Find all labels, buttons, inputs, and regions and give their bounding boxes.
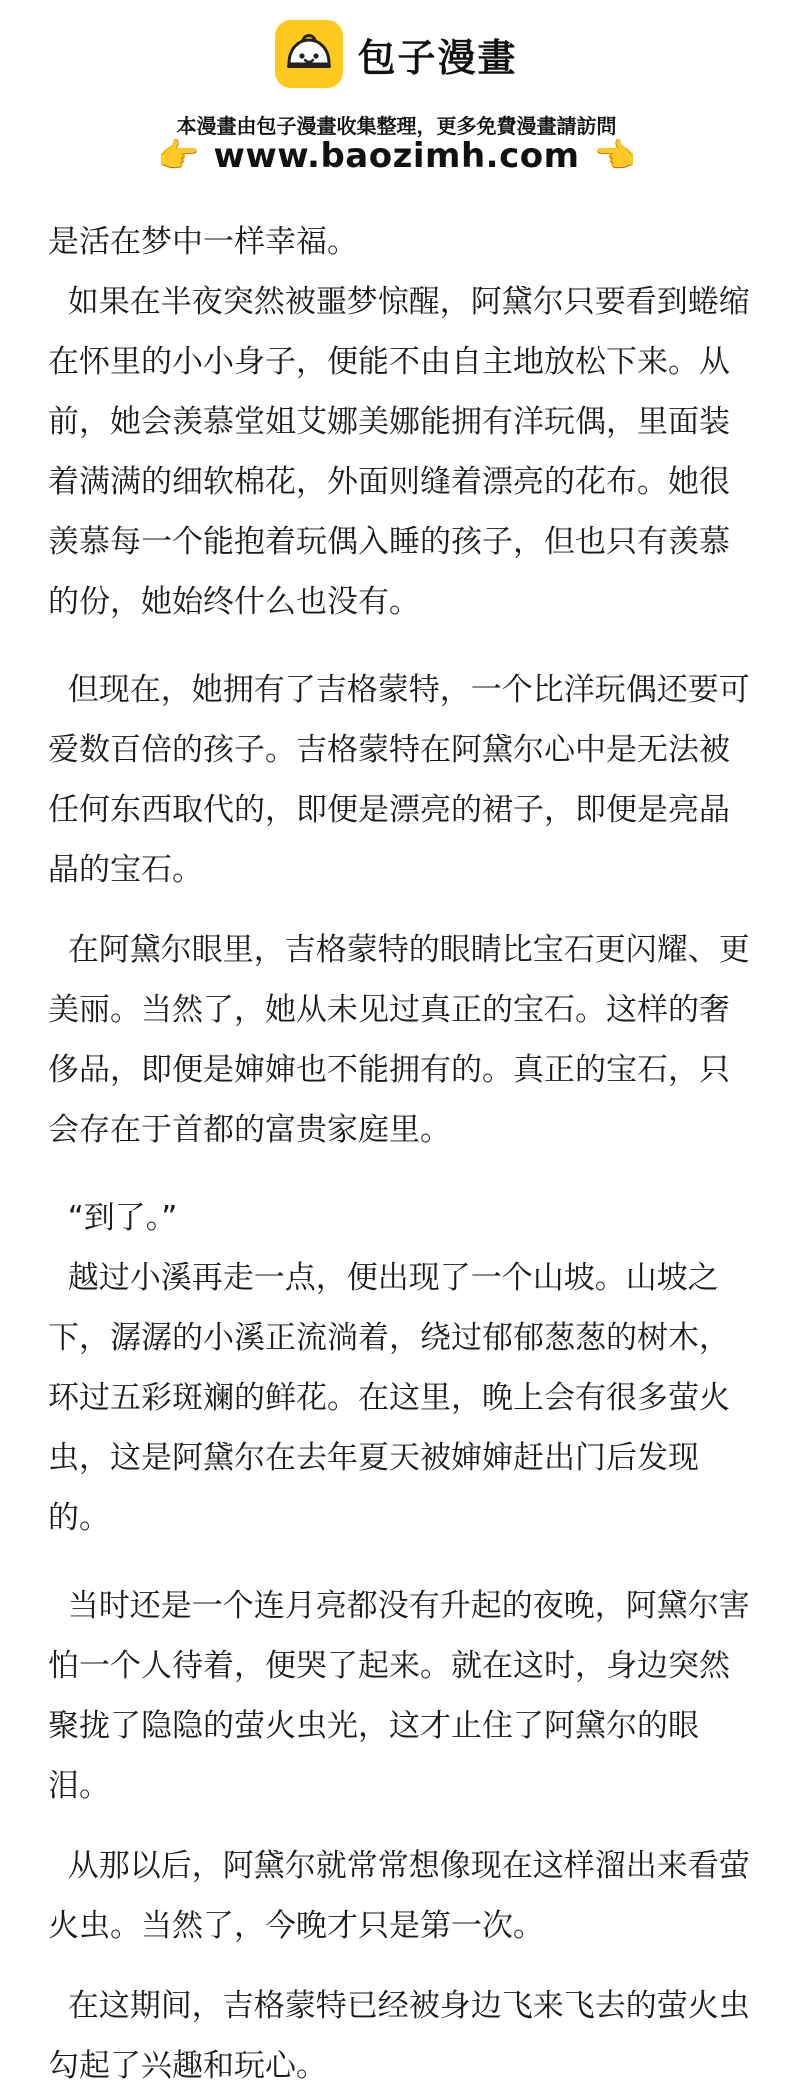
site-name: 包子漫畫 bbox=[357, 35, 518, 80]
paragraph: 当时还是一个连月亮都没有升起的夜晚，阿黛尔害怕一个人待着，便哭了起来。就在这时，身边突然聚拢了隐隐的萤火虫光，这才止住了阿黛尔的眼泪。 bbox=[48, 1588, 750, 1804]
paragraph: 在这期间，吉格蒙特已经被身边飞来飞去的萤火虫勾起了兴趣和玩心。 bbox=[48, 1988, 750, 2084]
logo-row[interactable] bbox=[0, 20, 793, 88]
url-row[interactable] bbox=[0, 136, 793, 176]
paragraph: 在阿黛尔眼里，吉格蒙特的眼睛比宝石更闪耀、更美丽。当然了，她从未见过真正的宝石。这样的奢侈品，即便是婶婶也不能拥有的。真正的宝石，只会存在于首都的富贵家庭里。 bbox=[48, 932, 750, 1148]
paragraph: 但现在，她拥有了吉格蒙特，一个比洋玩偶还要可爱数百倍的孩子。吉格蒙特在阿黛尔心中是无法被任何东西取代的，即便是漂亮的裙子，即便是亮晶晶的宝石。 bbox=[48, 672, 750, 888]
pointing-left-hand-icon: 👈 bbox=[593, 136, 636, 176]
paragraph: “到了。” 越过小溪再走一点，便出现了一个山坡。山坡之下，潺潺的小溪正流淌着，绕过郁郁葱葱的树木，环过五彩斑斓的鲜花。在这里，晚上会有很多萤火虫，这是阿黛尔在去年夏天被婶婶赶出门后发现的。 bbox=[48, 1200, 730, 1536]
pointing-right-hand-icon: 👉 bbox=[157, 136, 200, 176]
bun-face-icon bbox=[275, 20, 343, 88]
paragraph: 从那以后，阿黛尔就常常想像现在这样溜出来看萤火虫。当然了，今晚才只是第一次。 bbox=[48, 1848, 750, 1944]
paragraph: 是活在梦中一样幸福。 如果在半夜突然被噩梦惊醒，阿黛尔只要看到蜷缩在怀里的小小身子，便能不由自主地放松下来。从前，她会羡慕堂姐艾娜美娜能拥有洋玩偶，里面装着满满的细软棉花，外面则缝着漂亮的花布。她很羡慕每一个能抱着玩偶入睡的孩子，但也只有羡慕的份，她始终什么也没有。 bbox=[48, 224, 750, 620]
site-header bbox=[0, 0, 793, 200]
notice-text: 本漫畫由包子漫畫收集整理，更多免費漫畫請訪問 bbox=[176, 114, 617, 138]
site-url-link[interactable]: www.baozimh.com bbox=[213, 136, 580, 176]
chapter-text bbox=[48, 212, 752, 2096]
